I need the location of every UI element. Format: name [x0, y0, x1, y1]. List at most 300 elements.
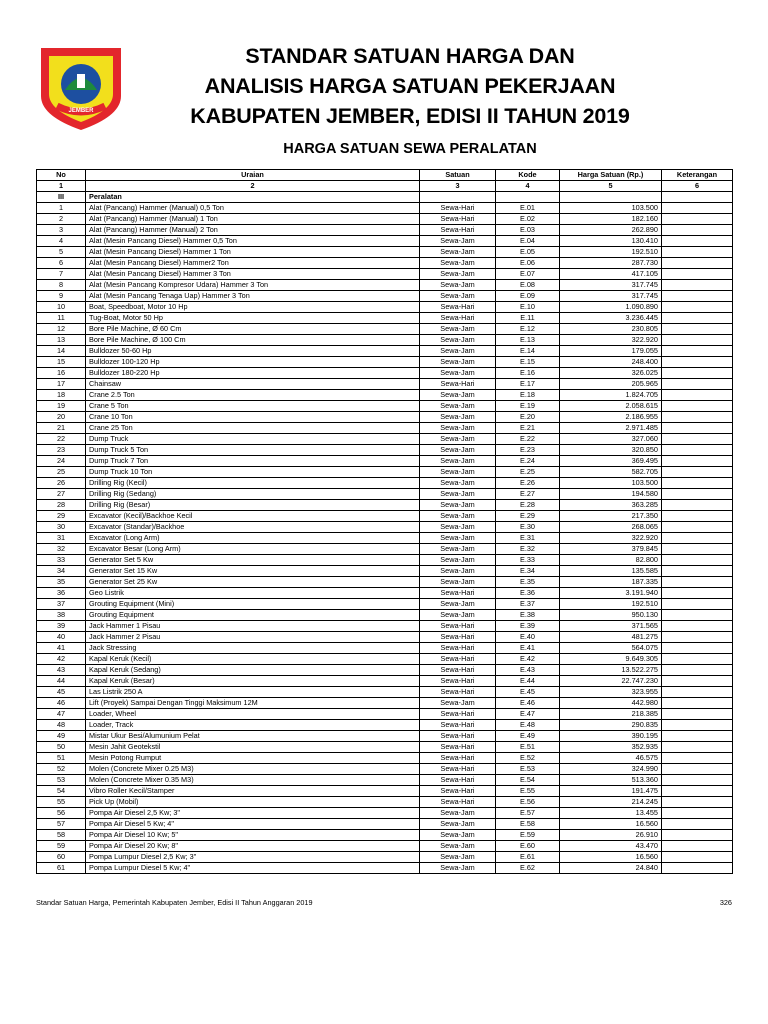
cell-satuan: Sewa-Jam: [420, 819, 496, 830]
cell-satuan: Sewa-Hari: [420, 643, 496, 654]
column-number: 1: [37, 181, 86, 192]
cell-kode: E.02: [496, 214, 560, 225]
cell-uraian: Bulldozer 50-60 Hp: [86, 346, 420, 357]
cell-harga: 22.747.230: [560, 676, 662, 687]
cell-uraian: Las Listrik 250 A: [86, 687, 420, 698]
cell-satuan: Sewa-Jam: [420, 610, 496, 621]
cell-kode: E.20: [496, 412, 560, 423]
cell-harga: 352.935: [560, 742, 662, 753]
cell-kode: E.62: [496, 863, 560, 874]
cell-uraian: Generator Set 5 Kw: [86, 555, 420, 566]
column-number: 3: [420, 181, 496, 192]
cell-harga: 1.824.705: [560, 390, 662, 401]
cell-keterangan: [662, 731, 733, 742]
cell-uraian: Bore Pile Machine, Ø 100 Cm: [86, 335, 420, 346]
cell-no: 29: [37, 511, 86, 522]
cell-keterangan: [662, 324, 733, 335]
cell-satuan: Sewa-Hari: [420, 665, 496, 676]
cell-satuan: Sewa-Jam: [420, 412, 496, 423]
cell-harga: 327.060: [560, 434, 662, 445]
cell-keterangan: [662, 544, 733, 555]
cell-harga: 2.971.485: [560, 423, 662, 434]
cell-uraian: Alat (Mesin Pancang Diesel) Hammer 0,5 Ton: [86, 236, 420, 247]
cell-no: 4: [37, 236, 86, 247]
cell-kode: E.43: [496, 665, 560, 676]
cell-uraian: Alat (Mesin Pancang Tenaga Uap) Hammer 3 Ton: [86, 291, 420, 302]
cell-keterangan: [662, 225, 733, 236]
cell-no: 13: [37, 335, 86, 346]
cell-satuan: Sewa-Hari: [420, 676, 496, 687]
cell-uraian: Molen (Concrete Mixer 0.35 M3): [86, 775, 420, 786]
cell-satuan: Sewa-Jam: [420, 489, 496, 500]
cell-no: 52: [37, 764, 86, 775]
table-row: [37, 247, 733, 258]
cell-no: 12: [37, 324, 86, 335]
cell-kode: E.53: [496, 764, 560, 775]
cell-keterangan: [662, 313, 733, 324]
cell-keterangan: [662, 819, 733, 830]
footer-source: Standar Satuan Harga, Pemerintah Kabupaten Jember, Edisi II Tahun Anggaran 2019: [36, 898, 313, 907]
cell-keterangan: [662, 775, 733, 786]
cell-satuan: Sewa-Jam: [420, 445, 496, 456]
cell-keterangan: [662, 236, 733, 247]
cell-harga: 323.955: [560, 687, 662, 698]
cell-harga: 217.350: [560, 511, 662, 522]
cell-kode: E.33: [496, 555, 560, 566]
cell-satuan: Sewa-Jam: [420, 280, 496, 291]
table-row: [37, 390, 733, 401]
cell-no: 60: [37, 852, 86, 863]
table-row: [37, 511, 733, 522]
cell-harga: 2.186.955: [560, 412, 662, 423]
cell-harga: 205.965: [560, 379, 662, 390]
cell-uraian: Excavator (Standar)/Backhoe: [86, 522, 420, 533]
table-row: [37, 214, 733, 225]
table-row: [37, 544, 733, 555]
cell-keterangan: [662, 445, 733, 456]
table-row: [37, 258, 733, 269]
table-row: [37, 456, 733, 467]
table-row: [37, 665, 733, 676]
cell-no: 42: [37, 654, 86, 665]
table-row: [37, 423, 733, 434]
table-row: [37, 742, 733, 753]
column-number: 6: [662, 181, 733, 192]
column-number-row: [37, 181, 733, 192]
cell-uraian: Alat (Mesin Pancang Kompresor Udara) Hammer 3 Ton: [86, 280, 420, 291]
cell-harga: 262.890: [560, 225, 662, 236]
cell-uraian: Bore Pile Machine, Ø 60 Cm: [86, 324, 420, 335]
cell-keterangan: [662, 786, 733, 797]
cell-satuan: Sewa-Jam: [420, 335, 496, 346]
table-row: [37, 401, 733, 412]
cell-kode: E.18: [496, 390, 560, 401]
cell-kode: E.06: [496, 258, 560, 269]
cell-keterangan: [662, 852, 733, 863]
cell-harga: 46.575: [560, 753, 662, 764]
cell-keterangan: [662, 676, 733, 687]
cell-no: 25: [37, 467, 86, 478]
cell-keterangan: [662, 500, 733, 511]
title-line-1: STANDAR SATUAN HARGA DAN: [245, 44, 575, 68]
cell-keterangan: [662, 258, 733, 269]
cell-keterangan: [662, 742, 733, 753]
table-row: [37, 357, 733, 368]
cell-no: 32: [37, 544, 86, 555]
cell-satuan: Sewa-Jam: [420, 401, 496, 412]
cell-keterangan: [662, 412, 733, 423]
cell-satuan: Sewa-Hari: [420, 632, 496, 643]
section-label: Peralatan: [86, 192, 420, 203]
cell-no: 16: [37, 368, 86, 379]
cell-uraian: Excavator (Kecil)/Backhoe Kecil: [86, 511, 420, 522]
table-row: [37, 236, 733, 247]
cell-no: 39: [37, 621, 86, 632]
cell-keterangan: [662, 533, 733, 544]
table-row: [37, 280, 733, 291]
cell-satuan: Sewa-Jam: [420, 324, 496, 335]
cell-keterangan: [662, 588, 733, 599]
cell-kode: E.49: [496, 731, 560, 742]
cell-uraian: Vibro Roller Kecil/Stamper: [86, 786, 420, 797]
cell-satuan: Sewa-Jam: [420, 544, 496, 555]
cell-uraian: Dump Truck: [86, 434, 420, 445]
cell-kode: E.15: [496, 357, 560, 368]
table-row: [37, 808, 733, 819]
section-number: III: [37, 192, 86, 203]
table-row: [37, 379, 733, 390]
cell-satuan: Sewa-Jam: [420, 808, 496, 819]
cell-uraian: Alat (Pancang) Hammer (Manual) 0,5 Ton: [86, 203, 420, 214]
cell-satuan: Sewa-Jam: [420, 511, 496, 522]
cell-kode: E.59: [496, 830, 560, 841]
cell-kode: E.03: [496, 225, 560, 236]
cell-satuan: Sewa-Hari: [420, 687, 496, 698]
cell-satuan: Sewa-Jam: [420, 258, 496, 269]
svg-text:JEMBER: JEMBER: [68, 108, 94, 114]
cell-keterangan: [662, 720, 733, 731]
cell-uraian: Excavator (Long Arm): [86, 533, 420, 544]
cell-harga: 187.335: [560, 577, 662, 588]
cell-satuan: Sewa-Jam: [420, 434, 496, 445]
cell-keterangan: [662, 621, 733, 632]
cell-harga: 130.410: [560, 236, 662, 247]
cell-satuan: Sewa-Jam: [420, 555, 496, 566]
cell-no: 50: [37, 742, 86, 753]
cell-no: 18: [37, 390, 86, 401]
cell-keterangan: [662, 390, 733, 401]
cell-satuan: Sewa-Hari: [420, 214, 496, 225]
cell-keterangan: [662, 291, 733, 302]
cell-harga: 26.910: [560, 830, 662, 841]
cell-satuan: Sewa-Hari: [420, 588, 496, 599]
cell-uraian: Mistar Ukur Besi/Alumunium Pelat: [86, 731, 420, 742]
cell-keterangan: [662, 368, 733, 379]
cell-keterangan: [662, 346, 733, 357]
cell-kode: E.10: [496, 302, 560, 313]
cell-no: 58: [37, 830, 86, 841]
cell-no: 35: [37, 577, 86, 588]
cell-satuan: Sewa-Jam: [420, 368, 496, 379]
cell-kode: E.12: [496, 324, 560, 335]
cell-harga: 82.800: [560, 555, 662, 566]
cell-harga: 417.105: [560, 269, 662, 280]
table-row: [37, 478, 733, 489]
cell-no: 17: [37, 379, 86, 390]
table-row: [37, 797, 733, 808]
cell-uraian: Crane 10 Ton: [86, 412, 420, 423]
cell-kode: E.54: [496, 775, 560, 786]
cell-keterangan: [662, 665, 733, 676]
cell-satuan: Sewa-Jam: [420, 423, 496, 434]
cell-uraian: Pompa Lumpur Diesel 5 Kw; 4": [86, 863, 420, 874]
table-row: [37, 830, 733, 841]
cell-kode: E.52: [496, 753, 560, 764]
cell-no: 53: [37, 775, 86, 786]
cell-kode: E.08: [496, 280, 560, 291]
cell-keterangan: [662, 280, 733, 291]
cell-uraian: Crane 25 Ton: [86, 423, 420, 434]
cell-satuan: Sewa-Jam: [420, 566, 496, 577]
cell-harga: 442.980: [560, 698, 662, 709]
cell-no: 24: [37, 456, 86, 467]
cell-harga: 950.130: [560, 610, 662, 621]
column-number: 5: [560, 181, 662, 192]
cell-no: 40: [37, 632, 86, 643]
cell-keterangan: [662, 478, 733, 489]
table-row: [37, 610, 733, 621]
cell-harga: 317.745: [560, 280, 662, 291]
table-row: [37, 434, 733, 445]
cell-uraian: Loader, Wheel: [86, 709, 420, 720]
cell-keterangan: [662, 863, 733, 874]
cell-harga: 390.195: [560, 731, 662, 742]
cell-satuan: Sewa-Jam: [420, 533, 496, 544]
cell-satuan: Sewa-Jam: [420, 500, 496, 511]
cell-uraian: Pick Up (Mobil): [86, 797, 420, 808]
cell-harga: 322.920: [560, 335, 662, 346]
cell-harga: 13.455: [560, 808, 662, 819]
table-row: [37, 412, 733, 423]
cell-satuan: Sewa-Hari: [420, 731, 496, 742]
cell-harga: 513.360: [560, 775, 662, 786]
cell-harga: 564.075: [560, 643, 662, 654]
cell-harga: 324.990: [560, 764, 662, 775]
title-line-2: ANALISIS HARGA SATUAN PEKERJAAN: [204, 74, 616, 98]
table-header-row: [37, 170, 733, 181]
cell-satuan: Sewa-Jam: [420, 456, 496, 467]
column-number: 2: [86, 181, 420, 192]
cell-satuan: Sewa-Jam: [420, 390, 496, 401]
cell-satuan: Sewa-Jam: [420, 522, 496, 533]
cell-uraian: Grouting Equipment (Mini): [86, 599, 420, 610]
cell-satuan: Sewa-Jam: [420, 269, 496, 280]
cell-kode: E.24: [496, 456, 560, 467]
cell-harga: 103.500: [560, 478, 662, 489]
cell-uraian: Alat (Mesin Pancang Diesel) Hammer2 Ton: [86, 258, 420, 269]
cell-kode: E.09: [496, 291, 560, 302]
cell-keterangan: [662, 467, 733, 478]
cell-harga: 320.850: [560, 445, 662, 456]
cell-keterangan: [662, 203, 733, 214]
cell-harga: 230.805: [560, 324, 662, 335]
cell-no: 19: [37, 401, 86, 412]
cell-kode: E.58: [496, 819, 560, 830]
cell-no: 21: [37, 423, 86, 434]
cell-uraian: Mesin Jahit Geotekstil: [86, 742, 420, 753]
cell-uraian: Jack Hammer 2 Pisau: [86, 632, 420, 643]
cell-no: 7: [37, 269, 86, 280]
cell-no: 47: [37, 709, 86, 720]
jember-regency-logo: [37, 44, 125, 132]
cell-keterangan: [662, 797, 733, 808]
cell-no: 2: [37, 214, 86, 225]
cell-keterangan: [662, 753, 733, 764]
cell-harga: 2.058.615: [560, 401, 662, 412]
cell-harga: 16.560: [560, 819, 662, 830]
cell-no: 57: [37, 819, 86, 830]
cell-uraian: Bulldozer 180-220 Hp: [86, 368, 420, 379]
cell-uraian: Alat (Mesin Pancang Diesel) Hammer 3 Ton: [86, 269, 420, 280]
cell-satuan: Sewa-Hari: [420, 379, 496, 390]
cell-kode: E.57: [496, 808, 560, 819]
table-row: [37, 566, 733, 577]
cell-harga: 3.191.940: [560, 588, 662, 599]
cell-satuan: Sewa-Jam: [420, 247, 496, 258]
cell-kode: E.35: [496, 577, 560, 588]
cell-no: 11: [37, 313, 86, 324]
cell-uraian: Generator Set 15 Kw: [86, 566, 420, 577]
cell-no: 37: [37, 599, 86, 610]
cell-kode: E.14: [496, 346, 560, 357]
cell-kode: E.41: [496, 643, 560, 654]
cell-no: 20: [37, 412, 86, 423]
cell-satuan: Sewa-Hari: [420, 621, 496, 632]
table-row: [37, 533, 733, 544]
table-row: [37, 522, 733, 533]
price-table: [36, 169, 733, 874]
cell-keterangan: [662, 423, 733, 434]
cell-no: 34: [37, 566, 86, 577]
table-row: [37, 577, 733, 588]
cell-harga: 481.275: [560, 632, 662, 643]
cell-keterangan: [662, 247, 733, 258]
cell-keterangan: [662, 643, 733, 654]
cell-no: 27: [37, 489, 86, 500]
cell-uraian: Grouting Equipment: [86, 610, 420, 621]
cell-harga: 192.510: [560, 599, 662, 610]
cell-satuan: Sewa-Jam: [420, 830, 496, 841]
table-row: [37, 841, 733, 852]
cell-kode: E.44: [496, 676, 560, 687]
table-row: [37, 786, 733, 797]
cell-uraian: Drilling Rig (Besar): [86, 500, 420, 511]
page-number: 326: [719, 898, 732, 907]
cell-satuan: Sewa-Hari: [420, 203, 496, 214]
cell-satuan: Sewa-Jam: [420, 841, 496, 852]
cell-harga: 103.500: [560, 203, 662, 214]
cell-no: 44: [37, 676, 86, 687]
cell-keterangan: [662, 489, 733, 500]
cell-uraian: Kapal Keruk (Besar): [86, 676, 420, 687]
cell-kode: E.61: [496, 852, 560, 863]
section-subtitle: HARGA SATUAN SEWA PERALATAN: [283, 141, 537, 157]
cell-no: 38: [37, 610, 86, 621]
cell-keterangan: [662, 654, 733, 665]
cell-satuan: Sewa-Hari: [420, 302, 496, 313]
table-row: [37, 654, 733, 665]
cell-kode: E.37: [496, 599, 560, 610]
cell-satuan: Sewa-Hari: [420, 313, 496, 324]
cell-keterangan: [662, 764, 733, 775]
cell-harga: 218.385: [560, 709, 662, 720]
cell-no: 1: [37, 203, 86, 214]
cell-uraian: Bulldozer 100-120 Hp: [86, 357, 420, 368]
cell-no: 51: [37, 753, 86, 764]
table-row: [37, 467, 733, 478]
cell-keterangan: [662, 269, 733, 280]
cell-harga: 317.745: [560, 291, 662, 302]
cell-no: 56: [37, 808, 86, 819]
cell-harga: 192.510: [560, 247, 662, 258]
table-row: [37, 291, 733, 302]
table-row: [37, 324, 733, 335]
cell-no: 59: [37, 841, 86, 852]
cell-harga: 9.649.305: [560, 654, 662, 665]
cell-kode: E.17: [496, 379, 560, 390]
cell-kode: E.26: [496, 478, 560, 489]
cell-uraian: Drilling Rig (Kecil): [86, 478, 420, 489]
header-satuan: Satuan: [420, 170, 496, 181]
cell-kode: E.48: [496, 720, 560, 731]
cell-no: 10: [37, 302, 86, 313]
header-uraian: Uraian: [86, 170, 420, 181]
table-row: [37, 753, 733, 764]
cell-kode: E.11: [496, 313, 560, 324]
cell-harga: 582.705: [560, 467, 662, 478]
cell-satuan: Sewa-Jam: [420, 599, 496, 610]
cell-uraian: Dump Truck 5 Ton: [86, 445, 420, 456]
cell-uraian: Pompa Lumpur Diesel 2,5 Kw; 3": [86, 852, 420, 863]
cell-satuan: Sewa-Hari: [420, 753, 496, 764]
cell-keterangan: [662, 687, 733, 698]
cell-no: 9: [37, 291, 86, 302]
header-kode: Kode: [496, 170, 560, 181]
cell-satuan: Sewa-Jam: [420, 346, 496, 357]
cell-keterangan: [662, 401, 733, 412]
cell-kode: E.13: [496, 335, 560, 346]
cell-kode: E.07: [496, 269, 560, 280]
cell-uraian: Pompa Air Diesel 5 Kw; 4": [86, 819, 420, 830]
cell-uraian: Kapal Keruk (Kecil): [86, 654, 420, 665]
cell-kode: E.47: [496, 709, 560, 720]
table-row: [37, 225, 733, 236]
cell-uraian: Crane 2.5 Ton: [86, 390, 420, 401]
cell-uraian: Pompa Air Diesel 2,5 Kw; 3": [86, 808, 420, 819]
table-row: [37, 346, 733, 357]
table-row: [37, 489, 733, 500]
cell-satuan: Sewa-Jam: [420, 478, 496, 489]
cell-satuan: Sewa-Jam: [420, 357, 496, 368]
cell-uraian: Excavator Besar (Long Arm): [86, 544, 420, 555]
cell-uraian: Tug-Boat, Motor 50 Hp: [86, 313, 420, 324]
cell-uraian: Pompa Air Diesel 20 Kw; 8": [86, 841, 420, 852]
cell-harga: 13.522.275: [560, 665, 662, 676]
cell-kode: E.56: [496, 797, 560, 808]
cell-keterangan: [662, 632, 733, 643]
cell-harga: 3.236.445: [560, 313, 662, 324]
cell-satuan: Sewa-Jam: [420, 863, 496, 874]
